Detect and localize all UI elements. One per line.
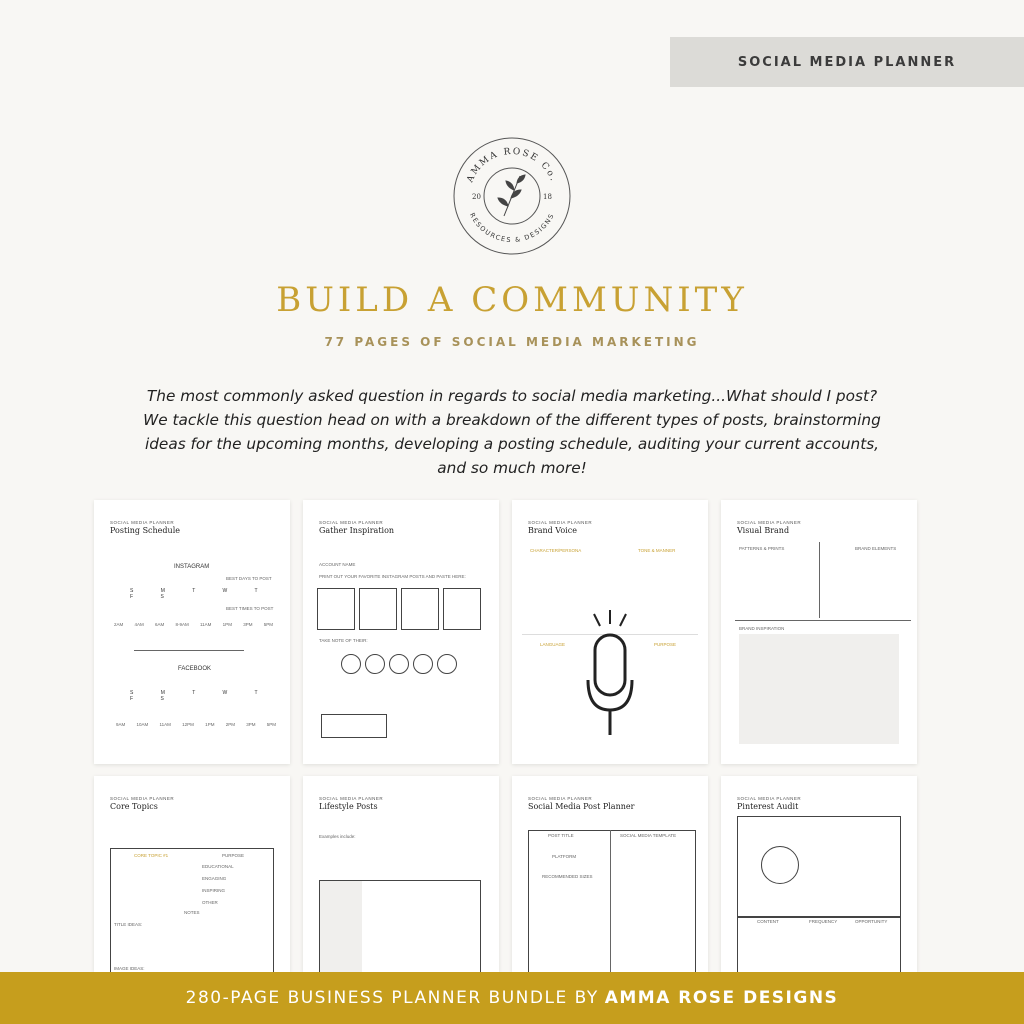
logo-year-right: 18 <box>543 193 552 201</box>
post-title-label: POST TITLE <box>548 833 574 838</box>
logo-year-left: 20 <box>472 193 481 201</box>
account-label: ACCOUNT NAME <box>319 562 356 567</box>
page-title: Lifestyle Posts <box>319 802 378 811</box>
headline: BUILD A COMMUNITY <box>276 280 748 320</box>
page-title: Core Topics <box>110 802 158 811</box>
patterns-label: PATTERNS & PRINTS <box>739 546 785 551</box>
notes-label: NOTES <box>184 910 200 915</box>
head-language: LANGUAGE <box>540 642 566 647</box>
image-ideas-label: IMAGE IDEAS: <box>114 966 145 971</box>
examples-label: Examples include: <box>319 834 356 839</box>
head-character: CHARACTER/PERSONA <box>530 548 582 553</box>
logo-bottom-text: RESOURCES & DESIGNS <box>467 211 557 245</box>
core-topic-label: CORE TOPIC #1 <box>134 853 169 858</box>
footer-prefix: 280-PAGE BUSINESS PLANNER BUNDLE BY <box>185 988 599 1008</box>
section-facebook: FACEBOOK <box>178 666 212 672</box>
preview-brand-voice <box>512 500 708 764</box>
subheadline: 77 PAGES OF SOCIAL MEDIA MARKETING <box>324 335 700 349</box>
section-instagram: INSTAGRAM <box>174 564 210 570</box>
elements-label: BRAND ELEMENTS <box>855 546 897 551</box>
page-kicker: SOCIAL MEDIA PLANNER <box>319 796 384 801</box>
purpose-label: PURPOSE <box>222 853 245 858</box>
best-times-label: BEST TIMES TO POST <box>226 606 274 611</box>
sizes-label: RECOMMENDED SIZES <box>542 874 593 879</box>
page-kicker: SOCIAL MEDIA PLANNER <box>528 520 593 525</box>
preview-core-topics <box>94 776 290 972</box>
print-label: PRINT OUT YOUR FAVORITE INSTAGRAM POSTS AND PASTE HERE: <box>319 574 466 579</box>
inspiration-label: BRAND INSPIRATION <box>739 626 785 631</box>
preview-posting-schedule: SOCIAL MEDIA PLANNER Posting Schedule INSTAGRAM BEST DAYS TO POST S M T W T F S BEST TIMES TO POST 2AM 4AM 6AM 8-9AM 11AM 1PM 3PM 5PM FACEBOOK S M T W T F S 9AM 10AM 11AM 12PM 1PM 2PM 3PM 5PM <box>94 500 290 764</box>
best-days-label: BEST DAYS TO POST <box>226 576 272 581</box>
intro-paragraph: The most commonly asked question in regards to social media marketing...What should I post? We tackle this question head on with a breakdown of the different types of posts, brainstorming ideas for the upcoming months, developing a posting schedule, auditing your current accounts, and so much more! <box>143 387 881 477</box>
note-label: TAKE NOTE OF THEIR: <box>319 638 368 643</box>
content-label: CONTENT <box>757 919 779 924</box>
page-kicker: SOCIAL MEDIA PLANNER <box>319 520 384 525</box>
svg-text:AMMA ROSE Co. <box>465 147 558 185</box>
preview-gather-inspiration <box>303 500 499 764</box>
template-label: SOCIAL MEDIA TEMPLATE <box>620 833 677 838</box>
preview-lifestyle-posts <box>303 776 499 972</box>
purpose-option: ENGAGING <box>202 876 227 881</box>
head-purpose: PURPOSE <box>654 642 677 647</box>
amma-rose-logo <box>452 136 572 256</box>
frequency-label: FREQUENCY <box>809 919 838 924</box>
page-kicker: SOCIAL MEDIA PLANNER <box>110 520 175 525</box>
logo-top-text: AMMA ROSE Co. <box>465 146 559 185</box>
svg-text:RESOURCES & DESIGNS <box>468 212 556 244</box>
head-tone: TONE & MANNER <box>638 548 676 553</box>
category-tag: SOCIAL MEDIA PLANNER <box>670 37 1024 87</box>
page-title: Brand Voice <box>528 526 577 535</box>
footer-banner <box>0 972 1024 1024</box>
title-ideas-label: TITLE IDEAS: <box>114 922 143 927</box>
preview-post-planner <box>512 776 708 972</box>
footer-brand: AMMA ROSE DESIGNS <box>604 988 839 1008</box>
page-kicker: SOCIAL MEDIA PLANNER <box>737 796 802 801</box>
preview-pinterest-audit <box>721 776 917 972</box>
page-title: Pinterest Audit <box>737 802 799 811</box>
microphone-icon <box>580 610 640 740</box>
opportunity-label: OPPORTUNITY <box>855 919 888 924</box>
preview-visual-brand <box>721 500 917 764</box>
purpose-option: OTHER <box>202 900 218 905</box>
page-kicker: SOCIAL MEDIA PLANNER <box>110 796 175 801</box>
page-previews <box>94 500 918 972</box>
purpose-option: EDUCATIONAL <box>202 864 234 869</box>
page-title: Gather Inspiration <box>319 526 395 535</box>
platform-label: PLATFORM <box>552 854 577 859</box>
page-title: Visual Brand <box>737 526 790 535</box>
page-kicker: SOCIAL MEDIA PLANNER <box>528 796 593 801</box>
purpose-option: INSPIRING <box>202 888 226 893</box>
page-kicker: SOCIAL MEDIA PLANNER <box>737 520 802 525</box>
page-title: Posting Schedule <box>110 526 180 535</box>
page-title: Social Media Post Planner <box>528 802 635 811</box>
olive-branch-icon <box>498 175 525 216</box>
